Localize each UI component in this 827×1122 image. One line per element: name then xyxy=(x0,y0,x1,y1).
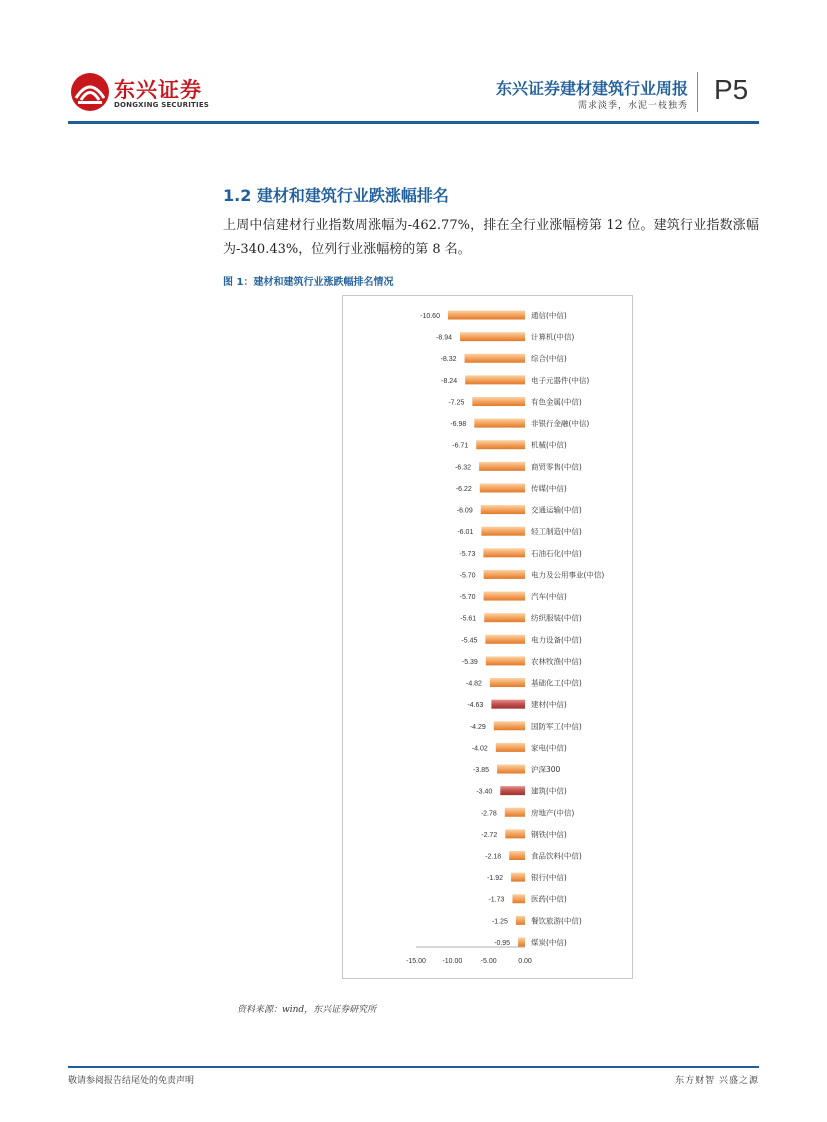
chart-bar xyxy=(472,397,525,406)
bar-value-label: -2.72 xyxy=(481,831,498,839)
figure-title: 图 1：建材和建筑行业涨跌幅排名情况 xyxy=(223,277,394,288)
chart-bar xyxy=(465,354,525,363)
bar-value-label: -2.18 xyxy=(485,853,502,861)
report-subtitle: 需求淡季，水泥一枝独秀 xyxy=(577,101,688,111)
bar-value-label: -2.78 xyxy=(480,810,497,818)
section-paragraph: 上周中信建材行业指数周涨幅为-462.77%，排在全行业涨幅榜第 12 位。建筑行业指数涨幅为-340.43%，位列行业涨幅榜的第 8 名。 xyxy=(223,218,759,257)
header-divider xyxy=(697,72,698,112)
chart-bar xyxy=(484,570,525,579)
logo-name-en: DONGXING SECURITIES xyxy=(114,101,210,109)
bar-value-label: -7.25 xyxy=(448,399,465,407)
category-label: 通信(中信) xyxy=(531,311,567,320)
chart-bar xyxy=(484,592,525,601)
chart-bar xyxy=(516,916,525,925)
chart-bar xyxy=(512,894,525,903)
category-label: 建筑(中信) xyxy=(531,786,567,796)
category-label: 轻工制造(中信) xyxy=(531,527,582,537)
bar-value-label: -1.25 xyxy=(491,918,508,926)
bar-value-label: -6.98 xyxy=(450,421,467,429)
section-title: 1.2 建材和建筑行业跌涨幅排名 xyxy=(223,186,449,205)
chart-bar xyxy=(481,527,525,536)
bar-value-label: -0.95 xyxy=(494,939,511,947)
bar-value-label: -6.01 xyxy=(457,529,474,537)
category-label: 有色金属(中信) xyxy=(531,397,582,407)
category-label: 石油石化(中信) xyxy=(531,548,582,558)
chart-bar xyxy=(486,656,525,665)
chart-frame xyxy=(342,295,633,979)
bar-value-label: -4.63 xyxy=(467,702,484,710)
category-label: 房地产(中信) xyxy=(531,808,575,818)
x-tick-label: 0.00 xyxy=(518,958,532,965)
bar-value-label: -5.70 xyxy=(459,572,476,580)
category-label: 计算机(中信) xyxy=(531,332,575,342)
header-rule xyxy=(68,121,759,124)
category-label: 基础化工(中信) xyxy=(531,678,582,688)
chart-bar xyxy=(481,505,525,514)
chart-bar xyxy=(483,548,525,557)
figure-source: 资料来源：wind，东兴证券研究所 xyxy=(237,1005,377,1015)
chart-bar xyxy=(509,851,525,860)
category-label: 农林牧渔(中信) xyxy=(531,656,582,666)
chart-bar xyxy=(511,873,525,882)
footer-disclaimer: 敬请参阅报告结尾处的免责声明 xyxy=(68,1076,195,1086)
chart-bar xyxy=(476,440,525,449)
bar-value-label: -10.60 xyxy=(420,313,440,320)
category-label: 综合(中信) xyxy=(531,354,567,364)
category-label: 非银行金融(中信) xyxy=(531,419,590,429)
chart-bar xyxy=(496,743,525,752)
bar-value-label: -5.73 xyxy=(459,550,476,558)
bar-value-label: -6.22 xyxy=(455,485,472,493)
x-tick-label: -5.00 xyxy=(480,958,497,965)
category-label: 电力及公用事业(中信) xyxy=(531,570,605,580)
category-label: 纺织服装(中信) xyxy=(531,613,582,623)
chart-bar xyxy=(484,613,525,622)
chart-bar xyxy=(505,829,525,838)
category-label: 国防军工(中信) xyxy=(531,721,582,731)
category-label: 煤炭(中信) xyxy=(531,937,567,947)
category-label: 食品饮料(中信) xyxy=(531,851,582,861)
chart-bar xyxy=(518,937,525,946)
category-label: 家电(中信) xyxy=(531,743,567,753)
category-label: 银行(中信) xyxy=(531,873,567,883)
bar-value-label: -5.45 xyxy=(461,637,478,645)
bar-value-label: -5.70 xyxy=(459,594,476,602)
category-label: 传媒(中信) xyxy=(531,483,567,493)
bar-value-label: -8.32 xyxy=(440,356,457,364)
bar-value-label: -4.82 xyxy=(466,680,482,688)
bar-value-label: -5.61 xyxy=(460,615,477,623)
chart-bar xyxy=(465,375,525,384)
category-label: 汽车(中信) xyxy=(531,592,567,602)
chart-bar xyxy=(474,419,525,428)
bar-value-label: -8.24 xyxy=(441,377,458,385)
footer-slogan: 东方财智 兴盛之源 xyxy=(675,1076,759,1086)
category-label: 电力设备(中信) xyxy=(531,635,582,645)
chart-bar xyxy=(485,635,525,644)
category-label: 餐饮旅游(中信) xyxy=(531,916,582,926)
bar-value-label: -3.40 xyxy=(476,788,493,796)
company-logo-icon xyxy=(70,72,110,112)
footer-rule xyxy=(68,1066,759,1068)
chart-bar xyxy=(460,332,525,341)
bar-value-label: -1.92 xyxy=(487,875,504,883)
category-label: 建材(中信) xyxy=(531,700,567,710)
chart-bar xyxy=(480,483,525,492)
chart-bar xyxy=(497,765,525,774)
category-label: 电子元器件(中信) xyxy=(531,375,590,385)
bar-value-label: -1.73 xyxy=(488,896,505,904)
chart-bar xyxy=(505,808,525,817)
bar-value-label: -4.02 xyxy=(471,745,488,753)
x-tick-label: -15.00 xyxy=(406,958,426,965)
category-label: 钢铁(中信) xyxy=(531,829,567,839)
bar-value-label: -6.71 xyxy=(452,442,469,450)
category-label: 交通运输(中信) xyxy=(531,505,582,515)
chart-bar xyxy=(494,721,525,730)
x-tick-label: -10.00 xyxy=(442,958,463,965)
bar-value-label: -8.94 xyxy=(436,334,453,342)
bar-value-label: -3.85 xyxy=(473,767,490,775)
chart-bar xyxy=(448,311,525,320)
report-title: 东兴证券建材建筑行业周报 xyxy=(495,79,688,98)
category-label: 机械(中信) xyxy=(531,440,567,450)
page-number: P5 xyxy=(714,74,749,105)
category-label: 医药(中信) xyxy=(531,894,567,904)
category-label: 商贸零售(中信) xyxy=(531,462,582,472)
category-label: 沪深300 xyxy=(531,765,561,775)
logo-name-cn: 东兴证券 xyxy=(114,78,202,102)
chart-bar xyxy=(490,678,525,687)
bar-chart xyxy=(343,296,632,978)
chart-bar xyxy=(500,786,525,795)
bar-value-label: -6.32 xyxy=(455,464,472,472)
bar-value-label: -5.39 xyxy=(461,658,478,666)
chart-bar xyxy=(479,462,525,471)
bar-value-label: -4.29 xyxy=(469,723,486,731)
chart-bar xyxy=(491,700,525,709)
bar-value-label: -6.09 xyxy=(456,507,473,515)
